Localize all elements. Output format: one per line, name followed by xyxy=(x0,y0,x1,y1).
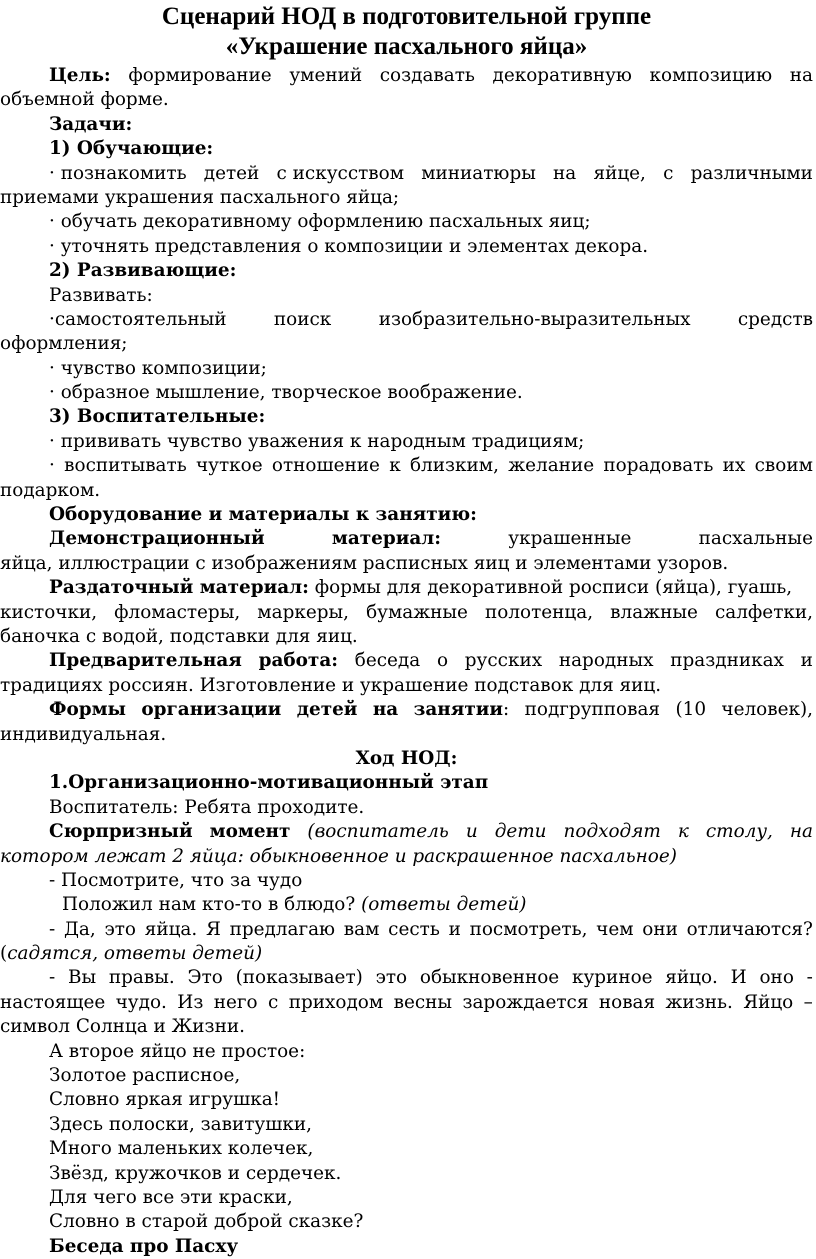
tasks-heading: Задачи: xyxy=(49,113,133,135)
word: материал: xyxy=(331,528,442,550)
poem-line: Для чего все эти краски, xyxy=(49,1186,293,1208)
word: занятии xyxy=(413,699,504,721)
upbringing-item2-line2: подарком. xyxy=(0,479,101,501)
word: Из xyxy=(177,991,204,1013)
word: Формы xyxy=(49,699,126,721)
word: - xyxy=(806,967,813,989)
handout-line3: баночка с водой, подставки для яиц. xyxy=(0,625,358,647)
word: правы. xyxy=(108,967,175,989)
word: кисточки, xyxy=(0,601,98,623)
word: – xyxy=(803,991,813,1013)
word: средств xyxy=(737,308,813,330)
surprise-line1 xyxy=(0,820,813,844)
word: с xyxy=(663,162,674,184)
word: праздниках xyxy=(670,650,784,672)
word: и xyxy=(800,650,813,672)
word: подходят xyxy=(563,821,661,843)
poem-line: Золотое расписное, xyxy=(49,1065,241,1087)
word: детей xyxy=(296,699,358,721)
word: близким, xyxy=(409,455,499,477)
line-right-1 xyxy=(0,966,813,990)
word: беседа xyxy=(354,650,421,672)
upbringing-item1: · прививать чувство уважения к народным традициям; xyxy=(49,430,585,452)
word: яйцо. xyxy=(665,967,718,989)
word: порадовать xyxy=(603,455,714,477)
teaching-item3: · уточнять представления о композиции и элементах декора. xyxy=(49,235,649,257)
word: зарождается xyxy=(462,991,589,1013)
word: посмотреть, xyxy=(469,918,588,940)
teaching-item2: · обучать декоративному оформлению пасхальных яиц; xyxy=(49,211,591,233)
poem-line: Здесь полоски, завитушки, xyxy=(49,1113,312,1135)
developing-item2: · чувство композиции; xyxy=(49,357,267,379)
word: фломастеры, xyxy=(114,601,241,623)
word: куриное xyxy=(571,967,653,989)
word: о xyxy=(436,650,449,672)
poem-line: Звёзд, кружочков и сердечек. xyxy=(49,1162,342,1184)
word: и xyxy=(448,918,461,940)
word: момент xyxy=(209,821,291,843)
word: своим xyxy=(754,455,813,477)
word: декоративную xyxy=(492,65,632,86)
word: новая xyxy=(598,991,656,1013)
word: маркеры, xyxy=(257,601,349,623)
word: это xyxy=(375,967,408,989)
word: Сюрпризный xyxy=(49,821,193,843)
word: это xyxy=(104,918,136,940)
word: чем xyxy=(596,918,634,940)
word: Яйцо xyxy=(743,991,794,1013)
poem-line: Много маленьких колечек, xyxy=(49,1138,314,1160)
word: пасхальные xyxy=(698,528,813,550)
word: на xyxy=(553,162,577,184)
developing-item3: · образное мышление, творческое воображение. xyxy=(49,382,523,404)
word: Цель: xyxy=(49,65,111,86)
developing-intro: Развивать: xyxy=(49,284,153,306)
goal-line2: объемной форме. xyxy=(0,89,169,111)
word: салфетки, xyxy=(714,601,813,623)
word: создавать xyxy=(379,65,475,86)
doc-title-line2: «Украшение пасхального яйца» xyxy=(225,33,588,60)
word: и xyxy=(465,821,478,843)
line-look: - Посмотрите, что за чудо xyxy=(49,869,303,891)
line-right-3: символ Солнца и Жизни. xyxy=(0,1016,245,1038)
word: композицию xyxy=(649,65,773,86)
upbringing-item2-line1 xyxy=(0,454,813,478)
course-heading: Ход НОД: xyxy=(355,747,458,769)
word: к xyxy=(389,455,401,477)
handout-line2 xyxy=(0,601,813,625)
word: работа: xyxy=(258,650,339,672)
goal-line1 xyxy=(0,64,813,88)
line-yes-2: (садятся, ответы детей) xyxy=(0,943,263,965)
handout-line1: Раздаточный материал: формы для декоративной росписи (яйца), гуашь, xyxy=(49,577,793,599)
word: : xyxy=(503,699,510,721)
teaching-item1-line1 xyxy=(0,162,813,186)
word: ·самостоятельный xyxy=(49,308,227,330)
word: И xyxy=(730,967,747,989)
teaching-heading: 1) Обучающие: xyxy=(49,138,214,160)
word: - xyxy=(49,967,56,989)
talk-heading: Беседа про Пасху xyxy=(49,1235,239,1257)
word: на xyxy=(789,821,813,843)
word-group xyxy=(414,698,510,722)
word: предлагаю xyxy=(229,918,336,940)
word: чуткое xyxy=(196,455,263,477)
word: украшенные xyxy=(508,528,632,550)
word: различными xyxy=(690,162,813,184)
word: формирование xyxy=(128,65,272,86)
word: русских xyxy=(464,650,543,672)
word: приходом xyxy=(288,991,384,1013)
line-right-2 xyxy=(0,991,813,1015)
word: народных xyxy=(558,650,654,672)
word: сесть xyxy=(388,918,440,940)
upbringing-heading: 3) Воспитательные: xyxy=(49,406,266,428)
demo-material-line2: яйца, иллюстрации с изображениям расписных яиц и элементами узоров. xyxy=(0,552,729,574)
word: чудо. xyxy=(115,991,167,1013)
word: бумажные xyxy=(366,601,468,623)
word: столу, xyxy=(705,821,773,843)
word: изобразительно-выразительных xyxy=(378,308,691,330)
word: влажные xyxy=(610,601,698,623)
word: они xyxy=(642,918,678,940)
word: Демонстрационный xyxy=(49,528,265,550)
teacher-line: Воспитатель: Ребята проходите. xyxy=(49,796,365,818)
word: обыкновенное xyxy=(419,967,560,989)
word: яйце, xyxy=(593,162,646,184)
word: подгрупповая xyxy=(524,699,661,721)
word: Я xyxy=(205,918,221,940)
word: на xyxy=(789,65,813,86)
poem-line: А второе яйцо не простое: xyxy=(49,1040,306,1062)
word: (показывает) xyxy=(235,967,363,989)
word: желание xyxy=(508,455,595,477)
word: на xyxy=(372,699,399,721)
word: полотенца, xyxy=(485,601,594,623)
word: вам xyxy=(343,918,380,940)
word: к xyxy=(677,821,689,843)
word: умений xyxy=(289,65,363,86)
line-yes-1 xyxy=(0,918,813,942)
equipment-heading: Оборудование и материалы к занятию: xyxy=(49,504,477,526)
word: Предварительная xyxy=(49,650,242,672)
poem-line: Словно яркая игрушка! xyxy=(49,1089,281,1111)
word: настоящее xyxy=(0,991,106,1013)
poem-line: Словно в старой доброй сказке? xyxy=(49,1211,364,1233)
developing-item1-line2: оформления; xyxy=(0,333,128,355)
word: жизнь. xyxy=(665,991,733,1013)
word: воспитывать xyxy=(64,455,187,477)
word: детей xyxy=(203,162,260,184)
surprise-line2: котором лежат 2 яйца: обыкновенное и раскрашенное пасхальное) xyxy=(0,845,677,867)
word: поиск xyxy=(273,308,332,330)
doc-title-line1: Сценарий НОД в подготовительной группе xyxy=(161,3,652,30)
stage1-heading: 1.Организационно-мотивационный этап xyxy=(49,772,489,794)
word: отношение xyxy=(271,455,380,477)
prep-work-line2: традициях россиян. Изготовление и украшение подставок для яиц. xyxy=(0,674,662,696)
developing-item1-line1 xyxy=(0,308,813,332)
word: человек), xyxy=(721,699,813,721)
word: · xyxy=(49,455,55,477)
word: · познакомить xyxy=(49,162,187,184)
forms-line1 xyxy=(0,698,813,722)
word: яйца. xyxy=(144,918,198,940)
word: - xyxy=(49,918,56,940)
word: Это xyxy=(187,967,223,989)
word: Вы xyxy=(67,967,97,989)
prep-work-line1 xyxy=(0,649,813,673)
word: него xyxy=(213,991,258,1013)
word: их xyxy=(722,455,746,477)
word: отличаются? xyxy=(686,918,813,940)
developing-heading: 2) Развивающие: xyxy=(49,260,237,282)
word: оно xyxy=(759,967,794,989)
word: с искусством xyxy=(276,162,405,184)
forms-line2: индивидуальная. xyxy=(0,723,167,745)
word: весны xyxy=(393,991,453,1013)
word: (воспитатель xyxy=(307,821,449,843)
word: (10 xyxy=(675,699,707,721)
word: миниатюры xyxy=(421,162,536,184)
word: дети xyxy=(494,821,547,843)
word: организации xyxy=(141,699,282,721)
teaching-item1-line2: приемами украшения пасхального яйца; xyxy=(0,186,400,208)
demo-material-line1 xyxy=(0,527,813,551)
word: с xyxy=(268,991,279,1013)
word: Да, xyxy=(63,918,96,940)
line-put: Положил нам кто-то в блюдо? (ответы детей) xyxy=(62,894,527,916)
